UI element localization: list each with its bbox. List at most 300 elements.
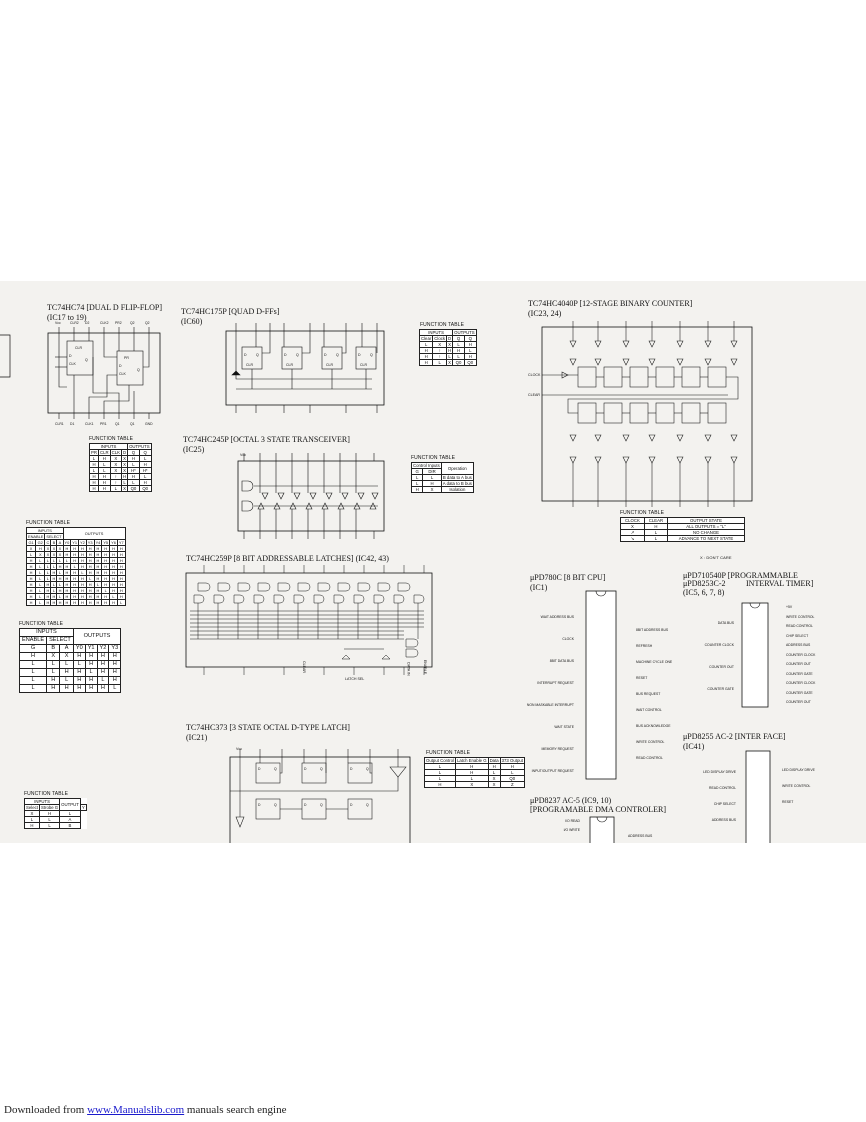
table-cell: H [117, 552, 125, 558]
ft-column-header: Y0 [73, 645, 85, 653]
table-cell: L [139, 456, 151, 462]
hc74-diagram [47, 327, 167, 427]
table-cell: H [500, 764, 524, 770]
hc175-title: TC74HC175P [QUAD D-FFs] [181, 307, 280, 316]
table-cell: X [52, 546, 56, 551]
ft-group-outputs: OUTPUTS [73, 629, 120, 645]
signal-label: ADDRESS BUS [628, 834, 653, 838]
table-cell: L [58, 582, 62, 587]
table-cell: L [433, 360, 447, 366]
svg-text:CLR: CLR [360, 363, 368, 367]
table-cell: L [644, 536, 667, 542]
hc373-ic-ref: (IC21) [186, 733, 208, 742]
table-cell: H [109, 653, 121, 661]
table-cell: H [52, 570, 56, 575]
pin-label: CLR1 [55, 422, 64, 426]
table-cell: H [71, 600, 79, 606]
table-cell: L [36, 582, 45, 588]
table-cell: H [79, 558, 87, 564]
download-footer [4, 1104, 286, 1116]
signal-label: COUNTER OUT [786, 700, 811, 704]
signal-label: LED DISPLAY DRIVE [703, 770, 736, 774]
table-cell: H [63, 600, 71, 606]
svg-text:D: D [119, 364, 122, 368]
ft-column-header: 373 Output [501, 758, 523, 763]
table-cell: L [128, 480, 140, 486]
ft-column-header: Clear [421, 336, 432, 341]
hc245-vcc-label: Vcc [240, 453, 246, 457]
svg-text:Q: Q [274, 767, 277, 771]
ft-column-header: PR [91, 450, 97, 455]
table-cell: ALL OUTPUTS = "L" [668, 524, 745, 530]
table-cell: H [412, 487, 423, 493]
table-cell: H [79, 594, 87, 600]
table-cell: H [94, 564, 102, 570]
upd780-title: μPD780C [8 BIT CPU] [530, 573, 606, 582]
ft-subheader: G [412, 469, 423, 475]
ft-column-header: Y4 [95, 540, 101, 545]
upd780-ic-ref: (IC1) [530, 583, 548, 592]
hc259-latch-sel: LATCH SEL [345, 677, 365, 681]
ft-column-header: G [20, 645, 47, 653]
table-cell: H [102, 594, 110, 600]
ft-column-header: Clock [434, 336, 446, 341]
table-cell: H [117, 558, 125, 564]
signal-label: COUNTER GATE [707, 687, 734, 691]
ft-body [420, 342, 477, 366]
table-cell: X [433, 342, 447, 348]
table-cell: H [85, 685, 97, 693]
table-cell: L [58, 558, 62, 563]
ft-column-header: Y3 [87, 540, 93, 545]
table-cell: X [123, 486, 126, 491]
hc373-vcc-label: Vcc [236, 747, 242, 751]
table-cell: H* [128, 468, 140, 474]
table-cell: H [79, 588, 87, 594]
table-cell: X [60, 653, 73, 661]
signal-label: WAIT STATE [554, 725, 574, 729]
hc373-diagram [226, 747, 416, 843]
ft-subheader: DIR [423, 469, 442, 475]
table-cell: L [500, 770, 524, 776]
ft-column-header: Output Control [426, 758, 454, 763]
table-cell: H [86, 588, 94, 594]
table-cell: Q0 [453, 360, 465, 366]
pin-label: Vcc [55, 321, 61, 325]
ft-group-outputs: OUTPUT [60, 799, 81, 811]
table-cell: H [109, 669, 121, 677]
table-cell: H [27, 564, 36, 570]
ft-subheader: ENABLE [20, 637, 47, 645]
ft-column-header: Data [489, 758, 499, 763]
table-cell: H [73, 677, 85, 685]
table-cell: X [123, 468, 126, 473]
table-row [25, 823, 87, 829]
table-cell: Q0 [139, 486, 151, 492]
table-cell: H [423, 481, 442, 487]
table-row [420, 360, 477, 366]
signal-label: DATA BUS [717, 621, 734, 625]
hc259-diagram [184, 563, 436, 683]
signal-label: BUS REQUEST [636, 692, 661, 696]
table-cell: H [102, 558, 110, 564]
upd8255-ic-ref: (IC41) [683, 742, 705, 751]
table-cell: H [448, 348, 452, 353]
table-cell: X [423, 487, 442, 493]
table-cell: H [27, 570, 36, 576]
table-cell: X [110, 456, 121, 462]
table-cell: X [27, 546, 36, 552]
table-cell: L [46, 576, 49, 581]
table-cell: H [109, 661, 121, 669]
ft-column-header: Y5 [103, 540, 109, 545]
table-cell: H [27, 594, 36, 600]
table-cell: H [63, 564, 71, 570]
table-cell: X [25, 811, 40, 817]
signal-label: COUNTER CLOCK [786, 681, 816, 685]
table-cell: A data to B bus [442, 481, 472, 486]
table-cell: L [425, 770, 456, 776]
signal-label: COUNTER OUT [709, 665, 734, 669]
decoder-function-table [19, 628, 121, 693]
table-cell: H [102, 582, 110, 588]
table-cell: X [52, 552, 56, 557]
table-cell: L [455, 776, 488, 782]
svg-text:D: D [350, 767, 353, 771]
table-cell: H [25, 823, 40, 829]
table-cell: H [63, 552, 71, 558]
table-cell: H [102, 564, 110, 570]
table-cell: H [90, 462, 99, 468]
hc4040-function-table [620, 517, 745, 542]
table-cell: X [58, 546, 62, 551]
signal-label: CHIP SELECT [786, 633, 809, 638]
pin-label: Q1 [115, 422, 120, 426]
svg-text:Q: Q [256, 353, 259, 357]
table-cell: L [52, 564, 56, 569]
table-cell: H [58, 576, 62, 581]
table-cell: H [420, 348, 433, 354]
table-cell: H [102, 600, 110, 606]
ft-group-outputs: OUTPUTS [454, 330, 475, 335]
hc74-title: TC74HC74 [DUAL D FLIP-FLOP] [47, 303, 163, 312]
table-cell: L [46, 570, 49, 575]
table-cell: H [453, 348, 465, 354]
table-cell: H [79, 600, 87, 606]
ft-column-header: OUTPUT STATE [668, 518, 745, 524]
hc175-function-table [419, 329, 477, 366]
table-cell: H [128, 474, 140, 480]
hc259-data-in-label: DATA IN [406, 662, 411, 676]
table-cell: H [102, 546, 110, 552]
footer-prefix: Downloaded from [4, 1104, 88, 1116]
hc74-ft-label: FUNCTION TABLE [89, 436, 133, 442]
table-row [20, 685, 121, 693]
svg-text:D: D [258, 767, 261, 771]
hc74-function-table [89, 443, 152, 492]
ft-subheader: ENABLE [28, 534, 44, 539]
ft-body [20, 653, 121, 693]
pin-label: PR1 [100, 422, 107, 426]
signal-label: READ CONTROL [709, 786, 736, 790]
table-cell: H [63, 582, 71, 588]
table-cell: H [139, 462, 151, 468]
table-cell: H [102, 570, 110, 576]
hc4040-clear-label: CLEAR [528, 393, 540, 397]
table-cell: ↗ [621, 530, 645, 536]
table-cell: L [36, 600, 45, 606]
signal-label: WAIT ADDRESS BUS [540, 615, 574, 619]
table-cell: H [98, 456, 110, 462]
table-cell: H [425, 782, 456, 788]
ft-column-header: C [46, 540, 50, 545]
svg-text:D: D [284, 353, 287, 357]
signal-label: RESET [782, 800, 794, 804]
hc245-function-table [411, 462, 474, 493]
table-cell: L [139, 474, 151, 480]
hc175-diagram [222, 323, 392, 418]
svg-text:Q: Q [274, 803, 277, 807]
table-cell: H [63, 576, 71, 582]
table-cell: ↑ [433, 354, 447, 360]
ft-column-header: CLOCK [621, 518, 645, 524]
ft-column-header: CLK [111, 450, 120, 455]
svg-text:CLR: CLR [286, 363, 294, 367]
svg-text:D: D [358, 353, 361, 357]
table-cell: L [117, 600, 125, 606]
table-cell: L [90, 468, 99, 474]
table-cell: L [488, 770, 500, 776]
table-cell: H [73, 653, 85, 661]
table-cell: H [117, 588, 125, 594]
table-cell: H [94, 576, 102, 582]
table-cell: H [71, 594, 79, 600]
signal-label: READ CONTROL [636, 756, 663, 760]
signal-label: I/O READ [565, 819, 580, 823]
table-cell: L [20, 661, 47, 669]
table-cell: H [110, 576, 118, 582]
table-cell: L [420, 342, 433, 348]
signal-label: +5V [786, 605, 793, 609]
hc259-function-table [26, 527, 126, 606]
svg-text:D: D [324, 353, 327, 357]
svg-text:D: D [304, 803, 307, 807]
ft-subheader: SELECT [47, 637, 74, 645]
svg-text:Q: Q [366, 767, 369, 771]
signal-label: WRITE CONTROL [786, 614, 815, 619]
table-row [20, 677, 121, 685]
table-cell: ↑ [110, 480, 121, 486]
signal-label: MACHINE CYCLE ONE [636, 660, 673, 664]
upd8237-subtitle: [PROGRAMABLE DMA CONTROLER] [530, 805, 667, 814]
table-cell: A [60, 817, 81, 823]
signal-label: COUNTER OUT [786, 662, 811, 666]
signal-label: REFRESH [636, 644, 653, 648]
table-cell: L [60, 811, 81, 817]
table-cell: L [60, 661, 73, 669]
table-cell: L [27, 552, 36, 558]
table-cell: L [73, 661, 85, 669]
table-cell: H [117, 576, 125, 582]
ft-group-inputs: INPUTS [90, 444, 128, 450]
table-cell: H [58, 564, 62, 569]
ft-column-header: D [448, 336, 452, 341]
table-cell: H [110, 570, 118, 576]
table-cell: H [110, 558, 118, 564]
table-cell: L [644, 530, 667, 536]
ft-header: Control Inputs [413, 463, 440, 468]
table-cell: H [97, 661, 109, 669]
table-cell: H [128, 456, 140, 462]
ft-column-header: D [122, 450, 127, 455]
signal-label: WRITE CONTROL [636, 740, 665, 744]
table-cell: L [20, 677, 47, 685]
table-cell: H [420, 360, 433, 366]
table-cell: H [79, 576, 87, 582]
table-cell: Q0 [128, 486, 140, 492]
ft-header-row [20, 645, 121, 653]
table-cell: L [110, 486, 121, 492]
table-cell: H [455, 770, 488, 776]
table-cell: H [39, 811, 59, 817]
table-cell: L [464, 348, 476, 354]
table-cell: L [47, 661, 60, 669]
table-cell: H [85, 653, 97, 661]
table-cell: H [63, 570, 71, 576]
schematic-sheet [0, 281, 866, 843]
signal-label: LED DISPLAY DRIVE [782, 768, 815, 772]
table-cell: L [63, 558, 71, 564]
table-cell: H [86, 582, 94, 588]
svg-text:PR: PR [124, 356, 129, 360]
signal-label: MEMORY REQUEST [541, 747, 574, 751]
table-cell: H [79, 546, 87, 552]
table-cell: L [20, 685, 47, 693]
table-cell: H [94, 552, 102, 558]
table-cell: X [448, 360, 452, 365]
table-cell: L [36, 558, 45, 564]
table-cell: H [86, 600, 94, 606]
ft-group-inputs: INPUTS [25, 799, 60, 805]
svg-text:Q: Q [336, 353, 339, 357]
pin-label: Q1 [130, 422, 135, 426]
ft-column-header: Y0 [64, 540, 70, 545]
ft-column-header: B [47, 645, 60, 653]
mux-ft-label: FUNCTION TABLE [24, 791, 68, 797]
manualslib-link[interactable]: www.Manualslib.com [87, 1104, 185, 1116]
svg-text:Q: Q [320, 803, 323, 807]
svg-text:Q: Q [320, 767, 323, 771]
svg-text:D: D [304, 767, 307, 771]
svg-text:CLK: CLK [69, 362, 76, 366]
table-cell: L [123, 480, 126, 485]
signal-label: COUNTER GATE [786, 690, 813, 695]
table-cell: L [94, 582, 102, 588]
table-cell: ADVANCE TO NEXT STATE [668, 536, 745, 542]
table-cell: H [97, 653, 109, 661]
table-cell: L [46, 564, 49, 569]
ft-column-header: CLEAR [644, 518, 667, 524]
table-cell: H [27, 600, 36, 606]
upd8253-ic-ref: (IC5, 6, 7, 8) [683, 588, 725, 597]
table-cell: L [412, 475, 423, 481]
ft-column-header: Y3 [109, 645, 121, 653]
table-cell: X [123, 462, 126, 467]
signal-label: COUNTER CLOCK [786, 652, 816, 657]
table-cell: H [94, 594, 102, 600]
table-cell: L [79, 570, 87, 576]
svg-text:CLR: CLR [246, 363, 254, 367]
table-cell: H [90, 480, 99, 486]
table-cell: H [52, 594, 56, 599]
table-cell: H [86, 594, 94, 600]
table-cell: X [488, 782, 500, 788]
table-cell: H [85, 677, 97, 685]
ft-column-header: Y2 [97, 645, 109, 653]
table-cell: H [73, 685, 85, 693]
table-cell: L [36, 588, 45, 594]
table-cell: L [47, 669, 60, 677]
table-cell: H [71, 582, 79, 588]
table-cell: H [110, 588, 118, 594]
table-cell: Isolation [441, 487, 473, 493]
table-cell: L [60, 677, 73, 685]
table-cell: H [102, 576, 110, 582]
table-cell: H [110, 564, 118, 570]
hc373-function-table [424, 757, 525, 788]
hc4040-ft-label: FUNCTION TABLE [620, 510, 664, 516]
table-cell: H [52, 576, 56, 581]
table-cell: L [20, 669, 47, 677]
table-cell: NO CHANGE [668, 530, 745, 536]
hc245-ic-ref: (IC25) [183, 445, 205, 454]
signal-label: CLOCK [562, 637, 574, 641]
ft-column-header: Q [139, 450, 151, 456]
svg-text:Q: Q [85, 358, 88, 362]
table-cell: H [71, 552, 79, 558]
table-cell: L [453, 354, 465, 360]
hc4040-ic-ref: (IC23, 24) [528, 309, 562, 318]
table-cell: H [94, 570, 102, 576]
table-cell: X [123, 456, 126, 461]
table-cell: H [71, 588, 79, 594]
table-cell: H [117, 594, 125, 600]
ft-column-header: CLR [99, 450, 109, 455]
ft-column-header: Q [464, 336, 476, 342]
table-cell: L [36, 576, 45, 582]
table-cell: L [425, 764, 456, 770]
svg-text:Q: Q [366, 803, 369, 807]
ft-body [412, 475, 474, 493]
hc74-ic-ref: (IC17 to 19) [47, 313, 87, 322]
upd780-chip [584, 589, 620, 781]
ft-column-header: G1 [28, 540, 34, 545]
table-cell: H [71, 576, 79, 582]
table-cell: H [117, 570, 125, 576]
table-cell: L [52, 582, 56, 587]
ft-body [25, 811, 87, 829]
pin-label: PR2 [115, 321, 122, 325]
table-cell: H [94, 600, 102, 606]
signal-label: I/O WRITE [563, 828, 580, 832]
table-cell: H [110, 552, 118, 558]
table-cell: H [86, 570, 94, 576]
table-cell: H [86, 558, 94, 564]
hc175-ic-ref: (IC60) [181, 317, 203, 326]
signal-label: INTERRUPT REQUEST [537, 681, 574, 685]
table-cell: L [71, 564, 79, 570]
pin-label: Q2 [145, 321, 150, 325]
